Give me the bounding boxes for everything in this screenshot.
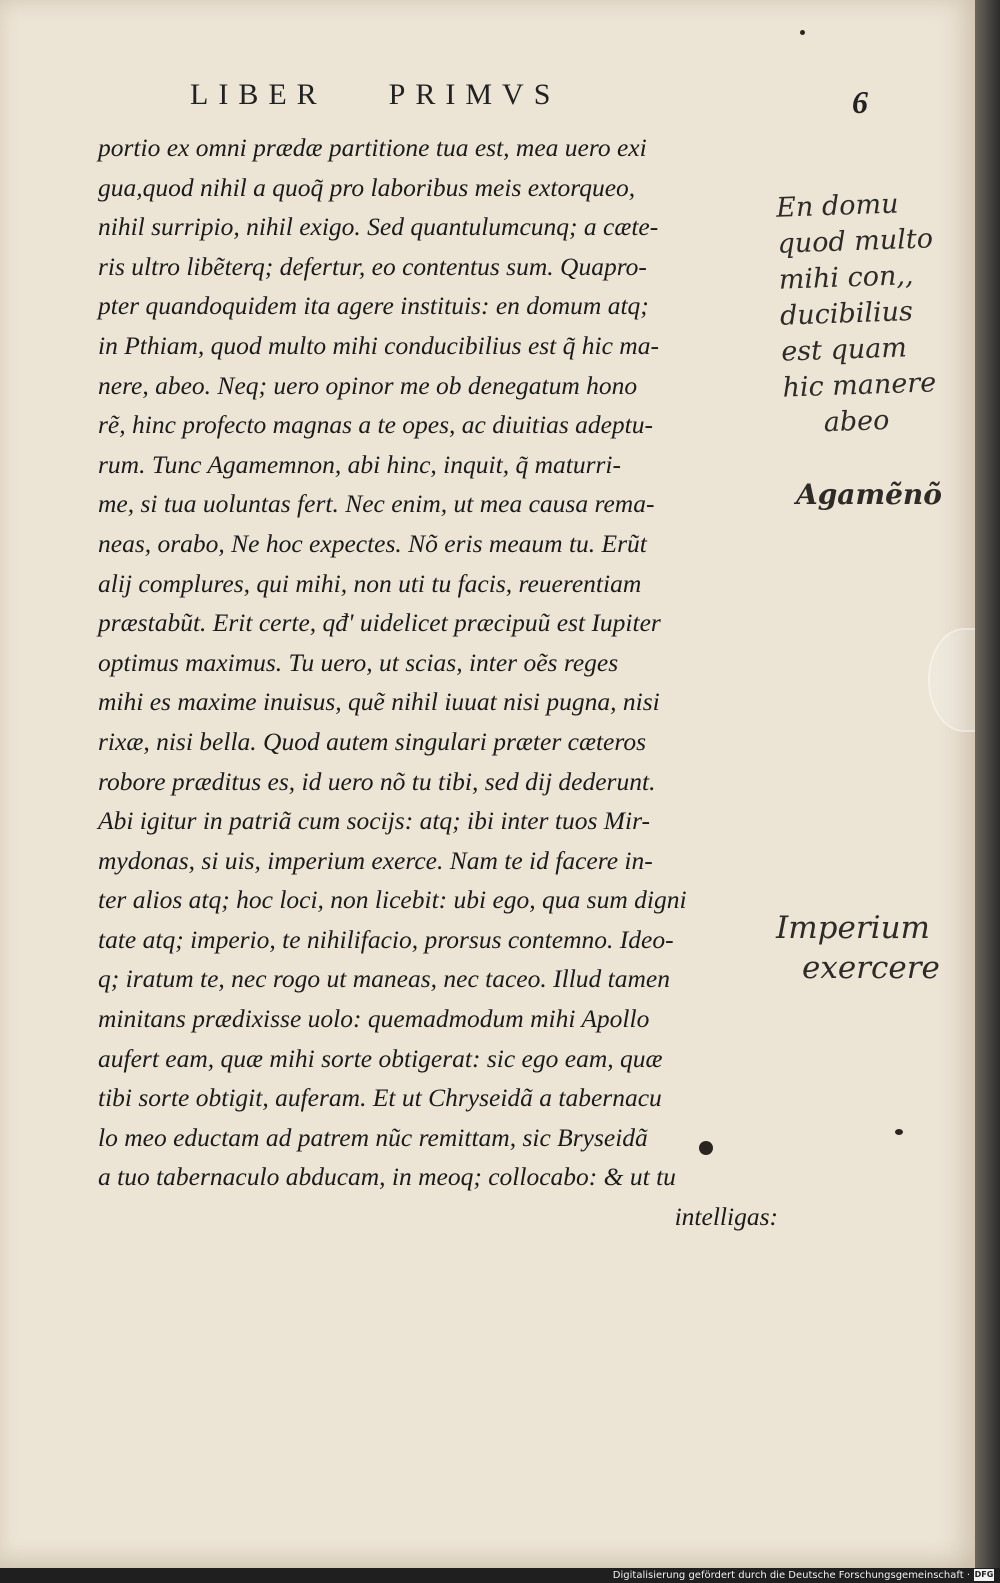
running-head-word-2: PRIMVS bbox=[388, 78, 561, 111]
text-line: lo meo eductam ad patrem nũc remittam, sic Bryseidã bbox=[98, 1122, 648, 1152]
margin-note-line: Imperium bbox=[776, 910, 930, 946]
margin-note-agamemnon bbox=[796, 478, 942, 511]
margin-note-line: est quam bbox=[780, 332, 908, 368]
text-line: tibi sorte obtigit, auferam. Et ut Chryseidã a tabernacu bbox=[98, 1083, 662, 1113]
text-line: alij complures, qui mihi, non uti tu facis, reuerentiam bbox=[98, 568, 642, 598]
text-line: pter quandoquidem ita agere instituis: en domum atq; bbox=[98, 291, 649, 321]
text-line: robore præditus es, id uero nõ tu tibi, sed dij dederunt. bbox=[98, 766, 656, 796]
text-line: me, si tua uoluntas fert. Nec enim, ut mea causa rema- bbox=[98, 489, 655, 519]
text-line: mydonas, si uis, imperium exerce. Nam te id facere in- bbox=[98, 845, 653, 875]
text-line: ter alios atq; hoc loci, non licebit: ubi ego, qua sum digni bbox=[98, 885, 687, 915]
dfg-logo: DFG bbox=[974, 1570, 994, 1579]
text-line: a tuo tabernaculo abducam, in meoq; collocabo: & ut tu bbox=[98, 1162, 676, 1192]
margin-note-line: En domu bbox=[775, 188, 899, 224]
running-head bbox=[190, 78, 560, 112]
text-line: portio ex omni prædæ partitione tua est, mea uero exi bbox=[98, 133, 647, 162]
text-line: præstabũt. Erit certe, qđ' uidelicet præcipuũ est Iupiter bbox=[98, 608, 661, 638]
margin-note-line: Agamẽnõ bbox=[796, 478, 942, 511]
text-line: nihil surripio, nihil exigo. Sed quantulumcunq; a cæte- bbox=[98, 212, 659, 242]
text-line: Abi igitur in patriã cum socijs: atq; ibi inter tuos Mir- bbox=[98, 806, 650, 836]
ink-blot bbox=[699, 1141, 713, 1155]
binding-clasp-mark bbox=[928, 628, 975, 732]
digitization-credit: Digitalisierung gefördert durch die Deutsche Forschungsgemeinschaft · bbox=[612, 1570, 970, 1581]
margin-note-line: ducibilius bbox=[779, 296, 914, 332]
text-line: q; iratum te, nec rogo ut maneas, nec taceo. Illud tamen bbox=[98, 964, 670, 994]
text-line: rẽ, hinc profecto magnas a te opes, ac diuitias adeptu- bbox=[98, 410, 654, 440]
text-line: rixæ, nisi bella. Quod autem singulari præter cæteros bbox=[98, 726, 647, 756]
margin-note-line: quod multo bbox=[776, 223, 934, 260]
body-text bbox=[98, 128, 778, 1237]
text-line: optimus maximus. Tu uero, ut scias, inter oẽs reges bbox=[98, 647, 619, 677]
margin-note-line: abeo bbox=[823, 404, 890, 439]
margin-note-line: mihi con,, bbox=[778, 260, 915, 296]
margin-note-line: exercere bbox=[802, 950, 940, 986]
text-line: nere, abeo. Neq; uero opinor me ob denegatum hono bbox=[98, 370, 638, 400]
text-line: gua,quod nihil a quoq̃ pro laboribus meis extorqueo, bbox=[98, 172, 636, 202]
ink-blot bbox=[895, 1129, 903, 1135]
text-line: neas, orabo, Ne hoc expectes. Nõ eris meaum tu. Erũt bbox=[98, 528, 647, 558]
page-edge-shadow bbox=[975, 0, 1000, 1568]
text-line: tate atq; imperio, te nihilifacio, prorsus contemno. Ideo- bbox=[98, 924, 674, 954]
text-line: in Pthiam, quod multo mihi conducibilius est q̃ hic ma- bbox=[98, 330, 659, 360]
text-line: minitans prædixisse uolo: quemadmodum mihi Apollo bbox=[98, 1004, 650, 1034]
text-line: aufert eam, quæ mihi sorte obtigerat: sic ego eam, quæ bbox=[98, 1043, 663, 1073]
text-line: intelligas: bbox=[674, 1202, 778, 1232]
margin-note-en-domum bbox=[776, 185, 940, 442]
text-line: mihi es maxime inuisus, quẽ nihil iuuat nisi pugna, nisi bbox=[98, 687, 660, 717]
running-head-word-1: LIBER bbox=[190, 78, 327, 111]
folio-number: 6 bbox=[852, 84, 868, 120]
margin-note-imperium bbox=[776, 908, 940, 988]
ink-blot bbox=[800, 30, 805, 35]
text-line: rum. Tunc Agamemnon, abi hinc, inquit, q̃ maturri- bbox=[98, 449, 621, 479]
text-line: ris ultro libẽterq; defertur, eo contentus sum. Quapro- bbox=[98, 251, 647, 281]
margin-note-line: hic manere bbox=[782, 367, 937, 404]
